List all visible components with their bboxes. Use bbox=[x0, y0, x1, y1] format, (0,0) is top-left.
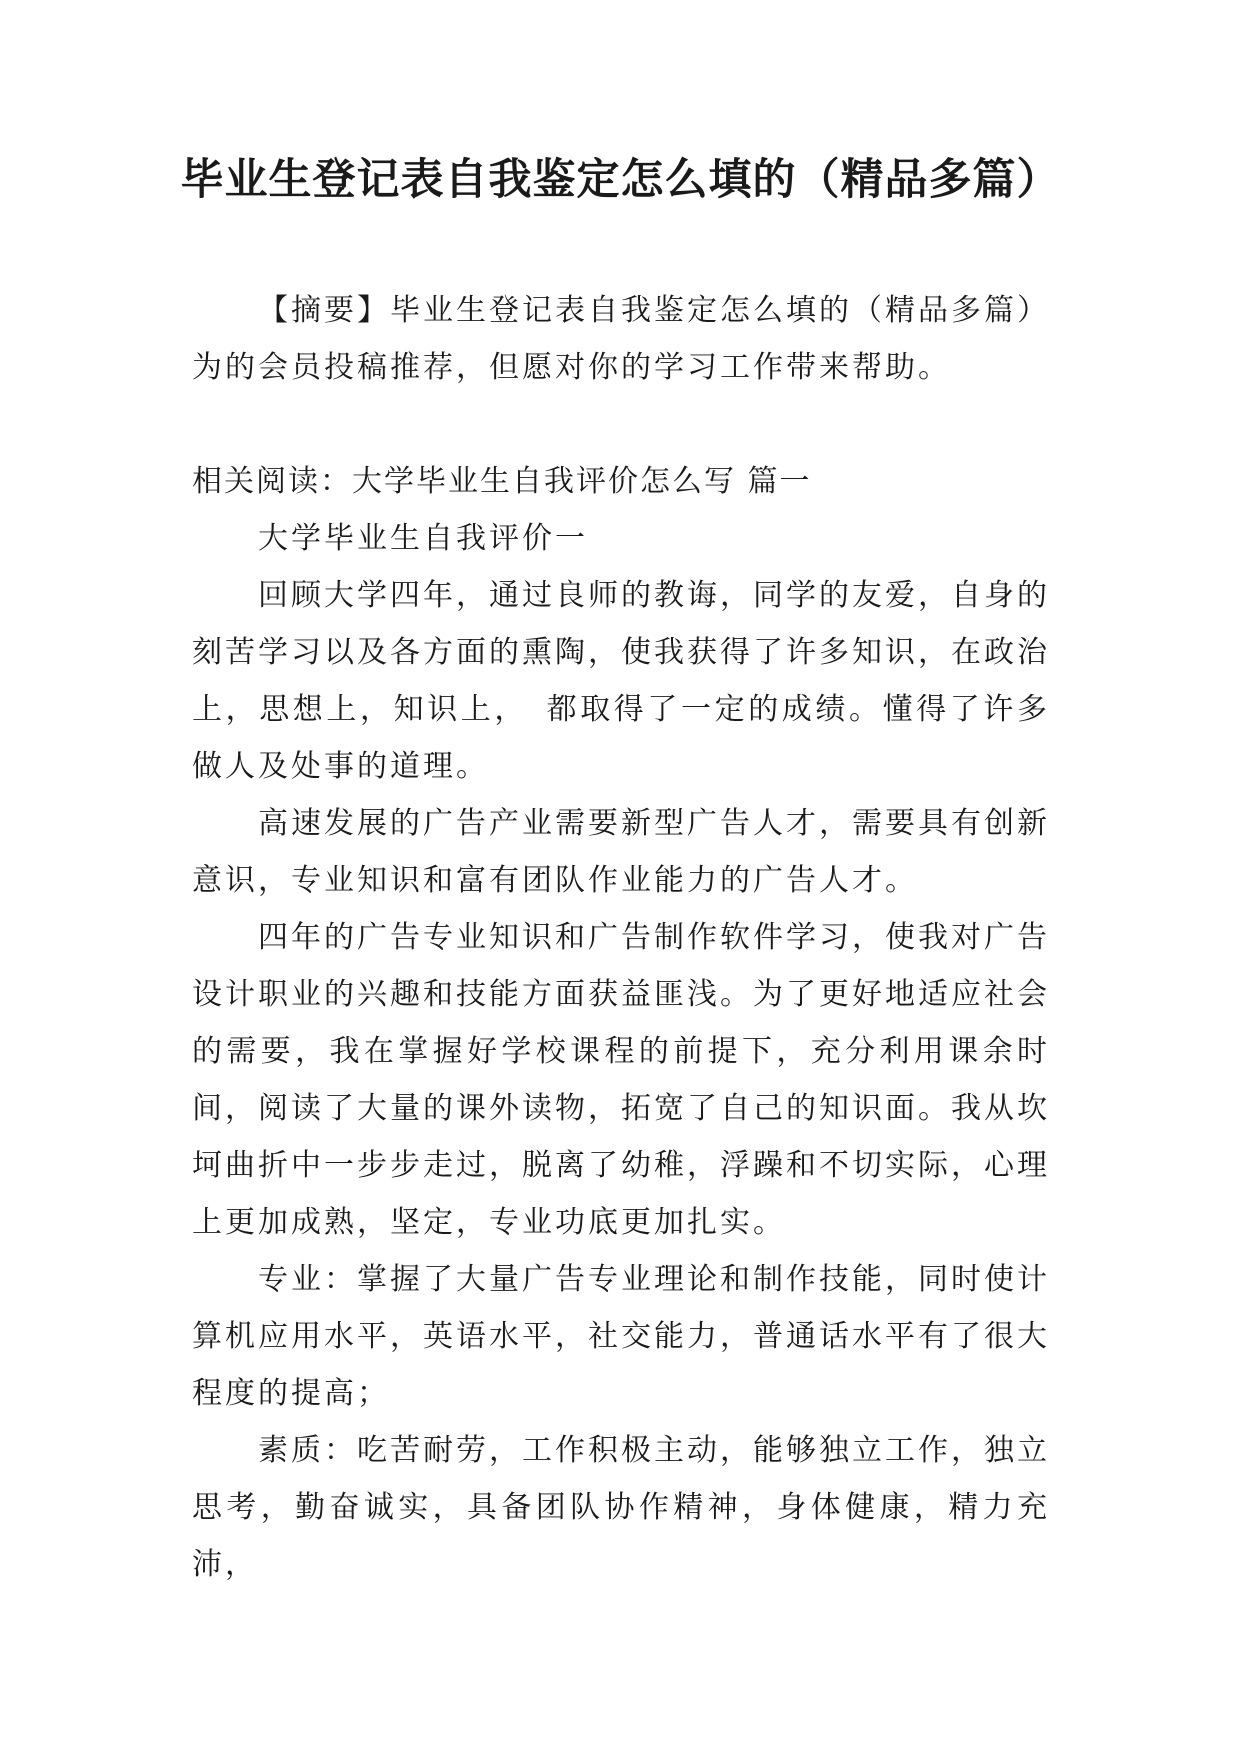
body-paragraph: 回顾大学四年，通过良师的教诲，同学的友爱，自身的刻苦学习以及各方面的熏陶，使我获得了许多知识，在政治上，思想上，知识上， 都取得了一定的成绩。懂得了许多做人及处事的道理。 bbox=[192, 578, 1050, 784]
abstract-paragraph: 【摘要】毕业生登记表自我鉴定怎么填的（精品多篇）为的会员投稿推荐，但愿对你的学习工作带来帮助。 bbox=[192, 293, 1050, 385]
body-paragraph: 高速发展的广告产业需要新型广告人才，需要具有创新意识，专业知识和富有团队作业能力的广告人才。 bbox=[192, 806, 1050, 898]
section-heading: 大学毕业生自我评价一 bbox=[258, 521, 588, 556]
document-title: 毕业生登记表自我鉴定怎么填的（精品多篇） bbox=[180, 155, 1061, 205]
document-body bbox=[192, 282, 1050, 1593]
body-paragraph: 专业：掌握了大量广告专业理论和制作技能，同时使计算机应用水平，英语水平，社交能力，普通话水平有了很大程度的提高； bbox=[192, 1262, 1050, 1411]
related-reading-line: 相关阅读：大学毕业生自我评价怎么写 篇一 bbox=[192, 464, 812, 499]
body-paragraph: 四年的广告专业知识和广告制作软件学习，使我对广告设计职业的兴趣和技能方面获益匪浅。为了更好地适应社会的需要，我在掌握好学校课程的前提下，充分利用课余时间，阅读了大量的课外读物，拓宽了自己的知识面。我从坎坷曲折中一步步走过，脱离了幼稚，浮躁和不切实际，心理上更加成熟，坚定，专业功底更加扎实。 bbox=[192, 920, 1050, 1240]
body-paragraph: 素质：吃苦耐劳，工作积极主动，能够独立工作，独立思考，勤奋诚实，具备团队协作精神，身体健康，精力充沛， bbox=[192, 1433, 1050, 1582]
